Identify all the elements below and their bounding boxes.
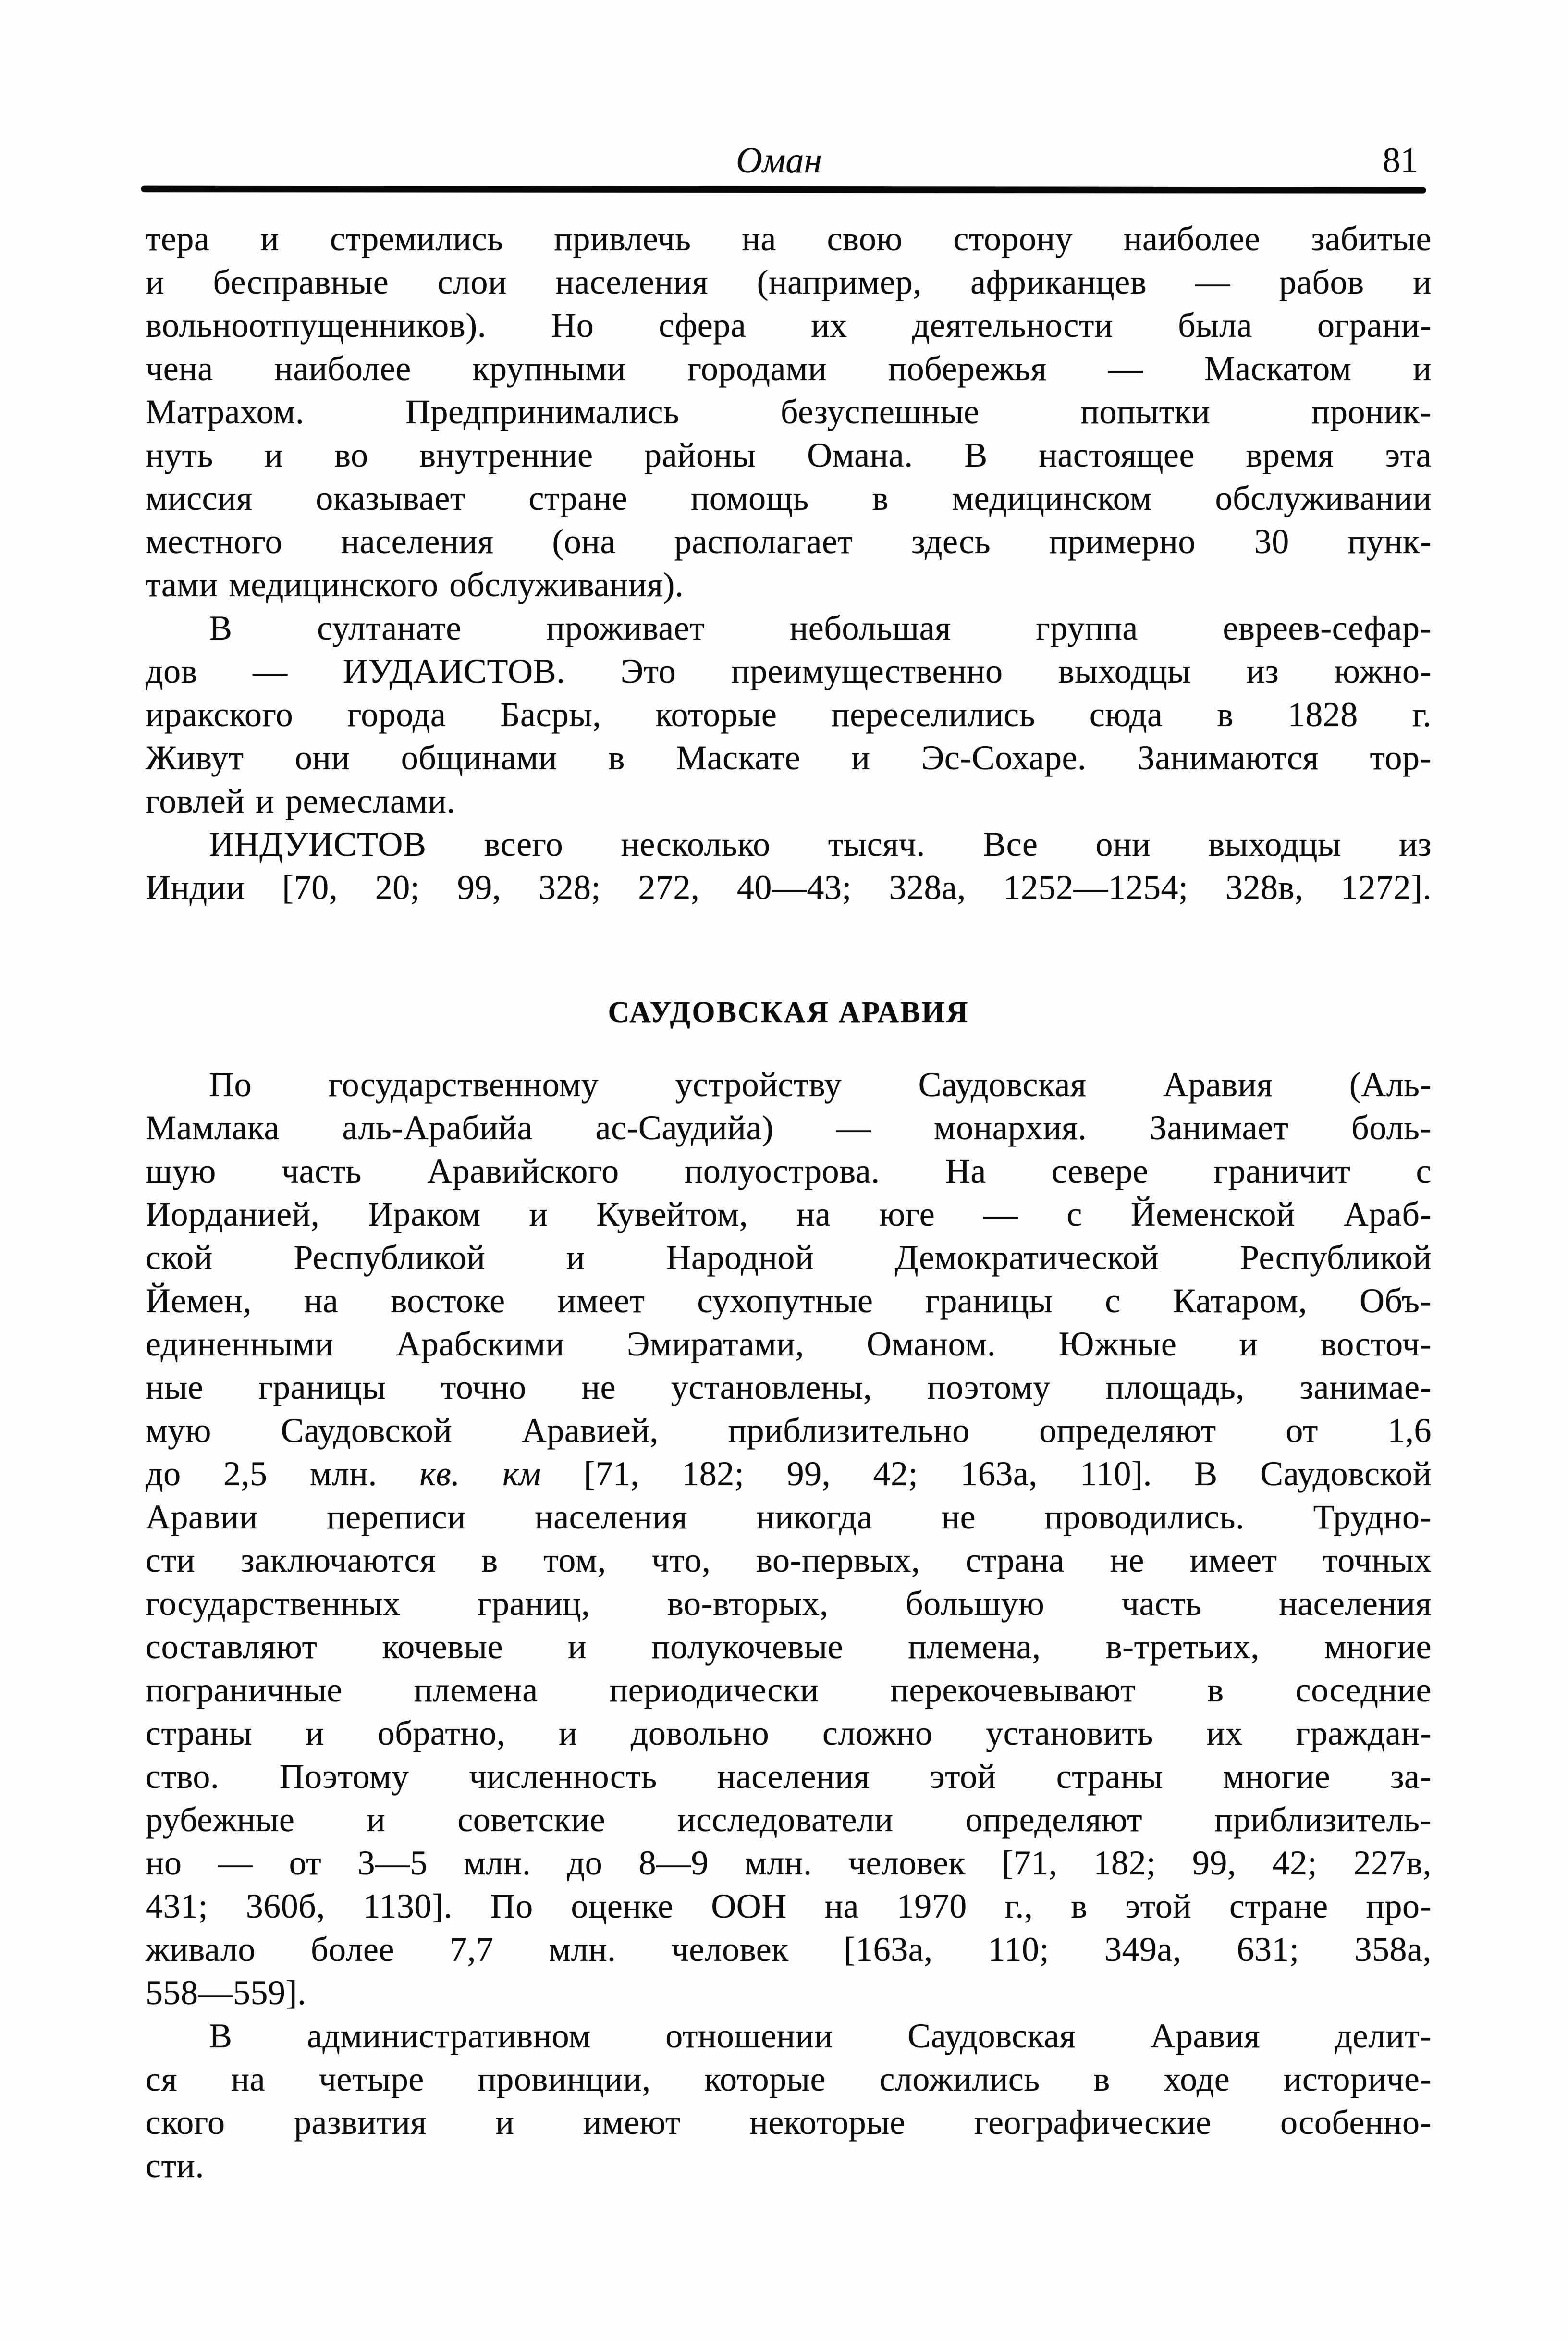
- text-line: [146, 2101, 1432, 2144]
- text-line: [146, 1971, 1432, 2014]
- paragraph: [146, 2014, 1432, 2187]
- running-head: [141, 138, 1426, 183]
- text-line: [146, 1279, 1432, 1322]
- text-segment: страны и обратно, и довольно сложно установить их граждан-: [146, 1714, 1432, 1752]
- text-line: [146, 650, 1432, 693]
- text-line: [146, 2014, 1432, 2058]
- text-line: [146, 1409, 1432, 1452]
- text-line: [146, 1063, 1432, 1106]
- text-line: [146, 1841, 1432, 1885]
- text-segment: живало более 7,7 млн. человек [163а, 110; 349а, 631; 358а,: [146, 1930, 1432, 1969]
- text-segment: ство. Поэтому численность населения этой страны многие за-: [146, 1757, 1432, 1796]
- text-segment: В султанате проживает небольшая группа евреев-сефар-: [209, 609, 1432, 647]
- text-segment: сти.: [146, 2146, 204, 2185]
- text-segment: Живут они общинами в Маскате и Эс-Сохаре. Занимаются тор-: [146, 739, 1432, 777]
- text-segment: говлей и ремеслами.: [146, 782, 456, 820]
- text-segment: [71, 182; 99, 42; 163а, 110]. В Саудовской: [541, 1454, 1432, 1493]
- text-segment: единенными Арабскими Эмиратами, Оманом. Южные и восточ-: [146, 1325, 1432, 1363]
- running-title: Оман: [736, 140, 822, 181]
- text-line: [146, 1928, 1432, 1971]
- text-line: [146, 779, 1432, 823]
- header-rule: [141, 186, 1426, 194]
- text-segment: ся на четыре провинции, которые сложились в ходе историче-: [146, 2060, 1432, 2098]
- text-line: [146, 1668, 1432, 1712]
- text-line: [146, 520, 1432, 563]
- text-segment: но — от 3—5 млн. до 8—9 млн. человек [71, 182; 99, 42; 227в,: [146, 1844, 1432, 1882]
- paragraph: [146, 823, 1432, 909]
- text-line: [146, 1149, 1432, 1193]
- text-segment: 431; 360б, 1130]. По оценке ООН на 1970 г., в этой стране про-: [146, 1887, 1432, 1925]
- text-line: [146, 1625, 1432, 1668]
- text-segment: ской Республикой и Народной Демократической Республикой: [146, 1238, 1432, 1277]
- text-segment: тами медицинского обслуживания).: [146, 566, 684, 604]
- text-segment: ные границы точно не установлены, поэтому площадь, занимае-: [146, 1368, 1432, 1406]
- text-line: [146, 736, 1432, 779]
- paragraph: [146, 217, 1432, 606]
- text-line: [146, 866, 1432, 909]
- text-segment: чена наиболее крупными городами побережья — Маскатом и: [146, 349, 1432, 388]
- text-line: [146, 2058, 1432, 2101]
- text-line: [146, 1322, 1432, 1366]
- text-segment: Индии [70, 20; 99, 328; 272, 40—43; 328а, 1252—1254; 328в, 1272].: [146, 868, 1432, 907]
- text-line: [146, 1539, 1432, 1582]
- text-line: [146, 1236, 1432, 1279]
- page-body: [146, 217, 1432, 2187]
- text-segment: до 2,5 млн.: [146, 1454, 420, 1493]
- paragraph: [146, 1063, 1432, 2014]
- text-line: [146, 563, 1432, 606]
- text-segment: Йемен, на востоке имеет сухопутные границы с Катаром, Объ-: [146, 1281, 1432, 1320]
- text-segment: государственных границ, во-вторых, большую часть населения: [146, 1584, 1432, 1623]
- text-segment: В административном отношении Саудовская Аравия делит-: [209, 2017, 1432, 2055]
- text-line: [146, 433, 1432, 477]
- text-line: [146, 304, 1432, 347]
- text-line: [146, 1452, 1432, 1495]
- text-line: [146, 347, 1432, 390]
- text-line: [146, 260, 1432, 304]
- text-line: [146, 606, 1432, 650]
- text-line: [146, 1106, 1432, 1149]
- text-line: [146, 390, 1432, 433]
- text-segment: мую Саудовской Аравией, приблизительно определяют от 1,6: [146, 1411, 1432, 1450]
- section-heading: САУДОВСКАЯ АРАВИЯ: [608, 996, 969, 1029]
- text-segment: составляют кочевые и полукочевые племена, в-третьих, многие: [146, 1627, 1432, 1666]
- text-line: [146, 2144, 1432, 2187]
- text-line: [146, 1193, 1432, 1236]
- text-segment: шую часть Аравийского полуострова. На севере граничит с: [146, 1152, 1432, 1190]
- text-line: [146, 1366, 1432, 1409]
- text-line: [146, 477, 1432, 520]
- text-line: [146, 1798, 1432, 1841]
- text-line: [146, 1495, 1432, 1539]
- paragraph: [146, 606, 1432, 823]
- text-line: [146, 1885, 1432, 1928]
- text-segment: Мамлака аль-Арабийа ас-Саудийа) — монархия. Занимает боль-: [146, 1109, 1432, 1147]
- text-segment: Аравии переписи населения никогда не проводились. Трудно-: [146, 1498, 1432, 1536]
- text-line: [146, 217, 1432, 260]
- text-segment: тера и стремились привлечь на свою сторону наиболее забитые: [146, 220, 1432, 258]
- text-segment: иракского города Басры, которые переселились сюда в 1828 г.: [146, 695, 1432, 734]
- text-segment: Матрахом. Предпринимались безуспешные попытки проник-: [146, 393, 1432, 431]
- text-segment: миссия оказывает стране помощь в медицинском обслуживании: [146, 479, 1432, 517]
- text-segment: По государственному устройству Саудовская Аравия (Аль-: [209, 1065, 1432, 1104]
- text-line: [146, 1755, 1432, 1798]
- text-segment: ского развития и имеют некоторые географические особенно-: [146, 2103, 1432, 2142]
- text-segment: дов — ИУДАИСТОВ. Это преимущественно выходцы из южно-: [146, 652, 1432, 690]
- text-segment: ИНДУИСТОВ всего несколько тысяч. Все они выходцы из: [209, 825, 1432, 863]
- text-segment: сти заключаются в том, что, во-первых, страна не имеет точных: [146, 1541, 1432, 1579]
- page-number: 81: [1383, 141, 1418, 180]
- text-segment: 558—559].: [146, 1973, 306, 2012]
- text-line: [146, 823, 1432, 866]
- text-line: [146, 693, 1432, 736]
- text-segment: Иорданией, Ираком и Кувейтом, на юге — с Йеменской Араб-: [146, 1195, 1432, 1233]
- text-line: [146, 1582, 1432, 1625]
- italic-text-segment: кв. км: [419, 1454, 541, 1493]
- text-segment: местного населения (она располагает здесь примерно 30 пунк-: [146, 522, 1432, 561]
- text-line: [146, 1712, 1432, 1755]
- text-segment: рубежные и советские исследователи определяют приблизитель-: [146, 1800, 1432, 1839]
- text-segment: нуть и во внутренние районы Омана. В настоящее время эта: [146, 436, 1432, 474]
- text-segment: пограничные племена периодически перекочевывают в соседние: [146, 1671, 1432, 1709]
- text-segment: и бесправные слои населения (например, африканцев — рабов и: [146, 263, 1432, 301]
- text-segment: вольноотпущенников). Но сфера их деятельности была ограни-: [146, 306, 1432, 345]
